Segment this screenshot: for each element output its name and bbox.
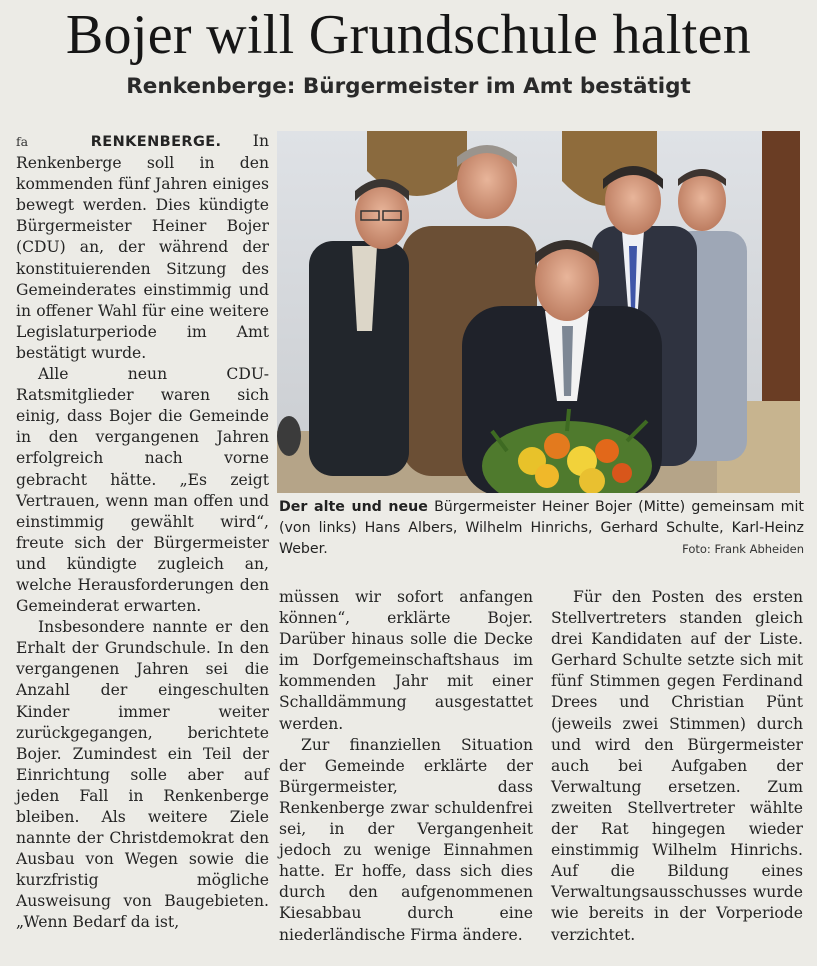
- article-column-2: [279, 587, 533, 946]
- article-column-3: [551, 587, 803, 946]
- paragraph-text: In Renkenberge soll in den kommenden fünf Jahren einiges bewegt werden. Dies kündigte Bürgermeister Heiner Bojer (CDU) an, der während der konstituierenden Sitzung des Gemeinderates einstimmig und in offener Wahl für eine weitere Legislaturperiode im Amt bestätigt wurde.: [16, 132, 269, 362]
- article-paragraph: Insbesondere nannte er den Erhalt der Grundschule. In den vergangenen Jahren sei die Anzahl der eingeschulten Kinder immer weiter zurückgegangen, berichtete Bojer. Zumindest ein Teil der Einrichtung solle aber auf jeden Fall in Renkenberge bleiben. Als weitere Ziele nannte der Christdemokrat den Ausbau von Wegen sowie die kurzfristig mögliche Ausweisung von Baugebieten. „Wenn Bedarf da ist,: [16, 618, 269, 932]
- dateline: RENKENBERGE.: [90, 134, 222, 150]
- article-paragraph: Für den Posten des ersten Stellvertreters standen gleich drei Kandidaten auf der Liste. Gerhard Schulte setzte sich mit fünf Stimmen gegen Ferdinand Drees und Christian Pünt (jeweils zwei Stimmen) durch und wird den Bürgermeister auch bei Aufgaben der Verwaltung ersetzen. Zum zweiten Stellvertreter wählte der Rat hingegen wieder einstimmig Wilhelm Hinrichs. Auf die Bildung eines Verwaltungsausschusses wurde wie bereits in der Vorperiode verzichtet.: [551, 588, 803, 944]
- article-paragraph: müssen wir sofort anfangen können“, erklärte Bojer. Darüber hinaus solle die Decke im Dorfgemeinschaftshaus im kommenden Jahr mit einer Schalldämmung ausgestattet werden.: [279, 588, 533, 733]
- group-photo-illustration: [277, 131, 800, 493]
- group-photo: [277, 131, 800, 493]
- photo-credit: Foto: Frank Abheiden: [682, 542, 804, 556]
- photo-caption: [279, 497, 804, 560]
- headline: Bojer will Grundschule halten: [65, 4, 752, 66]
- author-initials: fa: [16, 134, 29, 149]
- article-paragraph: Zur finanziellen Situation der Gemeinde erklärte der Bürgermeister, dass Renkenberge zwar schuldenfrei sei, in der Vergangenheit jedoch zu wenige Einnahmen hatte. Er hoffe, dass sich dies durch den aufgenommenen Kiesabbau durch eine niederländische Firma ändere.: [279, 735, 533, 944]
- article-column-1: [16, 131, 269, 934]
- caption-lead: Der alte und neue: [279, 499, 428, 515]
- subheadline: Renkenberge: Bürgermeister im Amt bestätigt: [126, 74, 691, 99]
- article-paragraph: Alle neun CDU-Ratsmitglieder waren sich einig, dass Bojer die Gemeinde in den vergangenen Jahren erfolgreich nach vorne gebracht hätte. „Es zeigt Vertrauen, wenn man offen und einstimmig gewählt wird“, freute sich der Bürgermeister und kündigte zugleich an, welche Herausforderungen den Gemeinderat erwarten.: [16, 365, 269, 616]
- caption-text: Bürgermeister Heiner Bojer (Mitte) gemeinsam mit (von links) Hans Albers, Wilhelm Hinrichs, Gerhard Schulte, Karl-Heinz Weber.: [279, 499, 804, 557]
- article-paragraph: [16, 131, 269, 364]
